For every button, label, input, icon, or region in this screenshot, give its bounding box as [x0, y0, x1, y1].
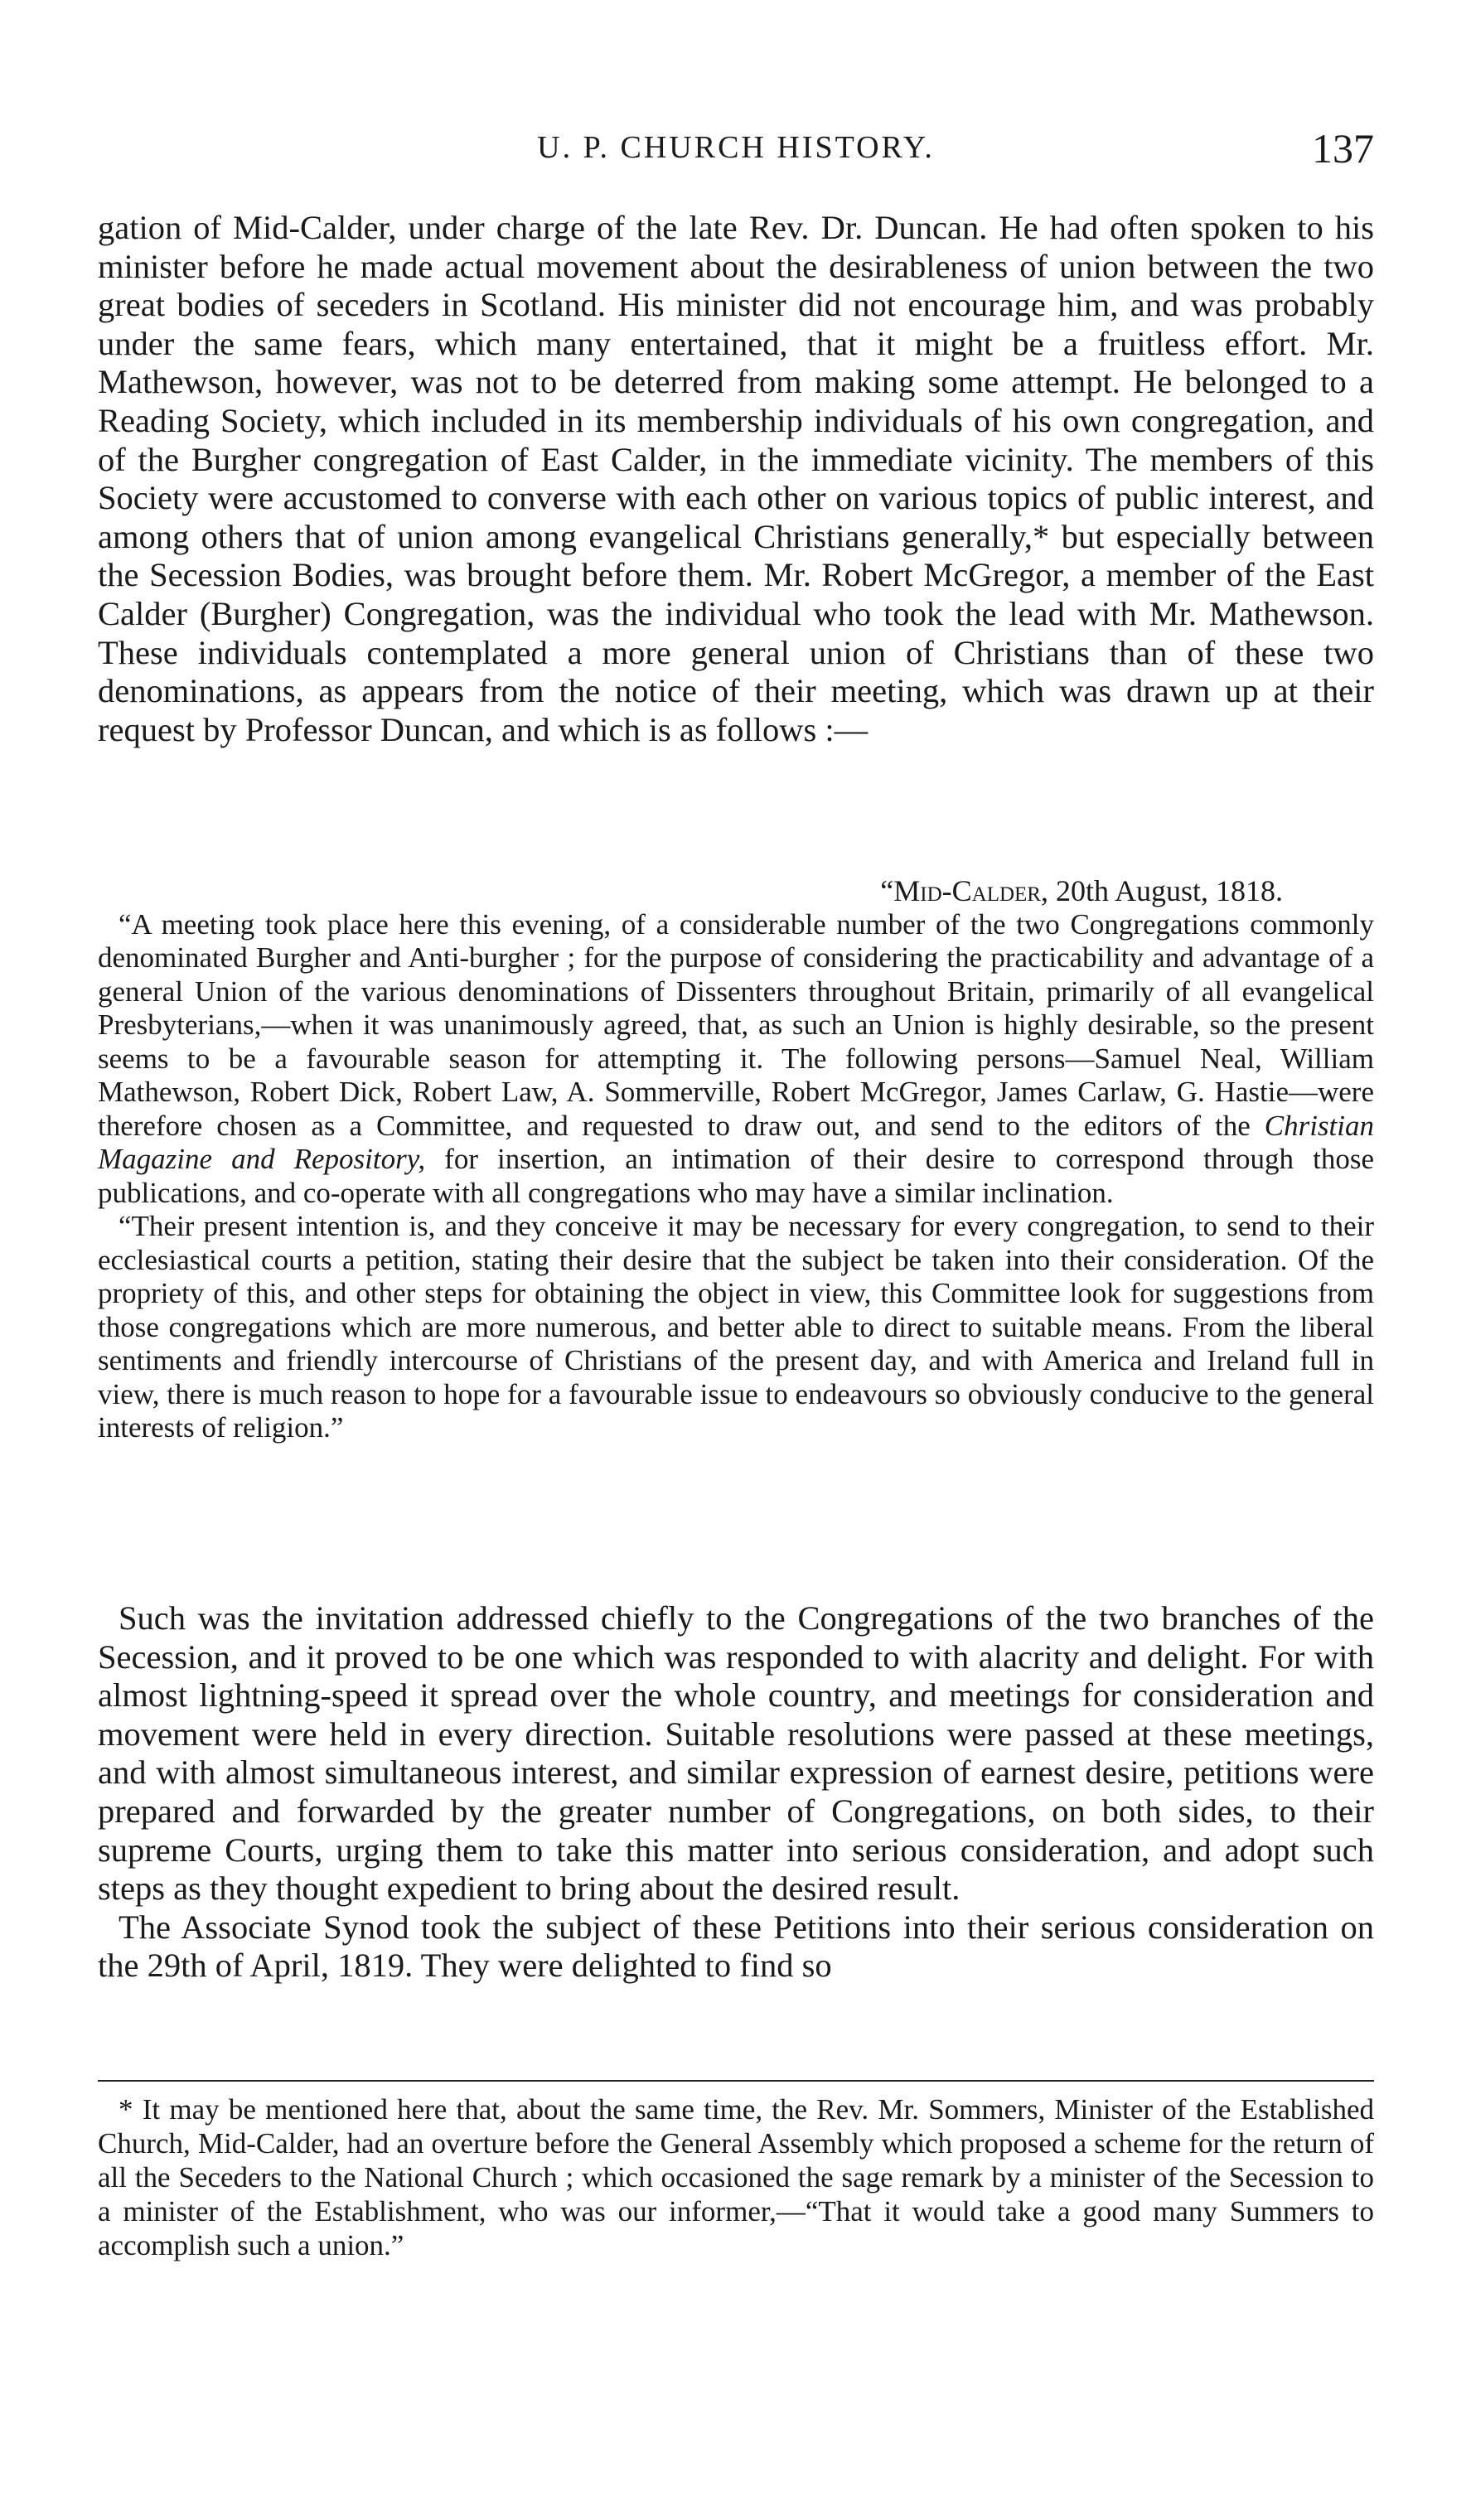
notice-paragraph-1-b: for insertion, an intimation of their desire to correspond through those publications, and co-operate with all congregations who may have a similar inclination. [98, 1143, 1374, 1209]
paragraph-continued: gation of Mid-Calder, under charge of the late Rev. Dr. Duncan. He had often spoken to his minister before he made actual movement about the desirableness of union between the two great bodies of seceders in Scotland. His minister did not encourage him, and was probably under the same fears, which many entertained, that it might be a fruitless effort. Mr. Mathewson, however, was not to be deterred from making some attempt. He belonged to a Reading Society, which included in its membership individuals of his own congregation, and of the Burgher congregation of East Calder, in the immediate vicinity. The members of this Society were accustomed to converse with each other on various topics of public interest, and among others that of union among evangelical Christians generally,* but especially between the Secession Bodies, was brought before them. Mr. Robert McGregor, a member of the East Calder (Burgher) Congregation, was the individual who took the lead with Mr. Mathewson. These individuals contemplated a more general union of Christians than of these two denominations, as appears from the notice of their meeting, which was drawn up at their request by Professor Duncan, and which is as follows :— [98, 209, 1374, 748]
publication-title: Christian Magazine and Repository, [98, 1109, 1374, 1175]
notice-paragraph-1-a: “A meeting took place here this evening, of a considerable number of the two Congregations commonly denominated Burgher and Anti-burgher ; for the purpose of considering the practicability and advantage of a general Union of the various denominations of Dissenters throughout Britain, primarily of all evangelical Presbyterians,—when it was unanimously agreed, that, as such an Union is highly desirable, so the present seems to be a favourable season for attempting it. The following persons—Samuel Neal, William Mathewson, Robert Dick, Robert Law, A. Sommerville, Robert McGregor, James Carlaw, G. Hastie—were therefore chosen as a Committee, and requested to draw out, and send to the editors of the [98, 907, 1374, 1142]
footnote-text: * It may be mentioned here that, about the same time, the Rev. Mr. Sommers, Minister of the Established Church, Mid-Calder, had an overture before the General Assembly which proposed a scheme for the return of all the Seceders to the National Church ; which occasioned the sage remark by a minister of the Secession to a minister of the Establishment, who was our informer,—“That it would take a good many Summers to accomplish such a union.” [98, 2093, 1374, 2261]
running-header [98, 124, 1374, 174]
main-text-bottom [98, 1599, 1374, 1986]
dateline-open-quote: “ [880, 874, 894, 907]
main-text-top [98, 209, 1374, 749]
paragraph-synod: The Associate Synod took the subject of these Petitions into their serious consideration on the 29th of April, 1819. They were delighted to find so [98, 1908, 1374, 1985]
notice-paragraph-1 [98, 908, 1374, 1211]
notice-dateline [98, 874, 1374, 908]
paragraph-invitation: Such was the invitation addressed chiefly to the Congregations of the two branches of the Secession, and it proved to be one which was responded to with alacrity and delight. For with almost lightning-speed it spread over the whole country, and meetings for consideration and movement were held in every direction. Suitable resolutions were passed at these meetings, and with almost simultaneous interest, and similar expression of earnest desire, petitions were prepared and forwarded by the greater number of Congregations, on both sides, to their supreme Courts, urging them to take this matter into serious consideration, and adopt such steps as they thought expedient to bring about the desired result. [98, 1599, 1374, 1908]
footnote [98, 2092, 1374, 2262]
footnote-divider [98, 2080, 1374, 2082]
dateline-place: Mid-Calder, [893, 874, 1048, 907]
dateline-date: 20th August, 1818. [1048, 874, 1283, 907]
running-title: U. P. CHURCH HISTORY. [537, 130, 935, 165]
page-number: 137 [1312, 125, 1374, 172]
quoted-notice [98, 874, 1374, 1445]
notice-paragraph-2: “Their present intention is, and they conceive it may be necessary for every congregation, to send to their ecclesiastical courts a petition, stating their desire that the subject be taken into their consideration. Of the propriety of this, and other steps for obtaining the object in view, this Committee look for suggestions from those congregations which are more numerous, and better able to direct to suitable means. From the liberal sentiments and friendly intercourse of Christians of the present day, and with America and Ireland full in view, there is much reason to hope for a favourable issue to endeavours so obviously conducive to the general interests of religion.” [98, 1210, 1374, 1444]
